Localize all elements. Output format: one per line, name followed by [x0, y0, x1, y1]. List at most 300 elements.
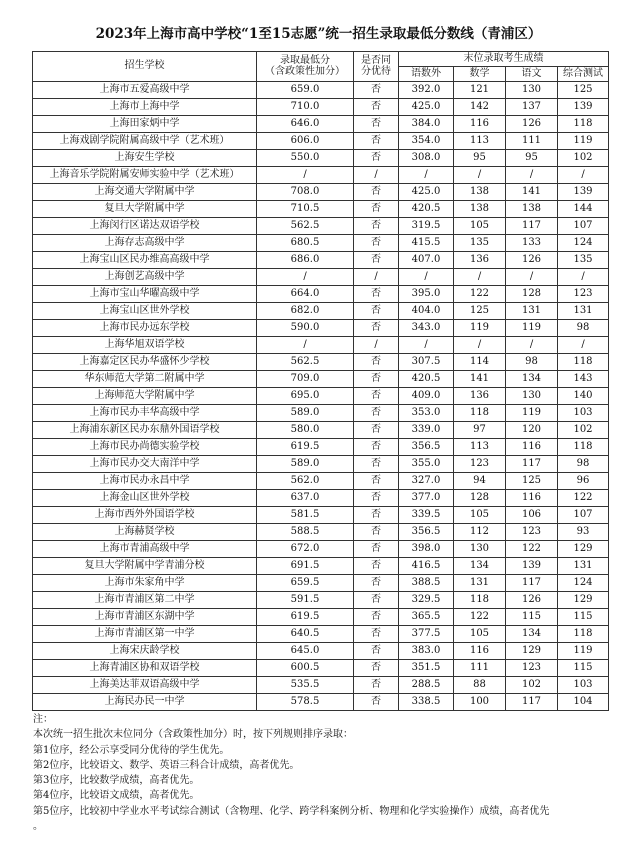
chinese-score-cell: 130: [506, 82, 558, 99]
school-cell: 上海戏剧学院附属高级中学（艺术班）: [33, 133, 257, 150]
min-score-cell: 691.5: [257, 558, 354, 575]
table-row: [33, 82, 609, 99]
school-cell: 上海华旭双语学校: [33, 337, 257, 354]
note-line: 第5位序，比较初中学业水平考试综合测试（含物理、化学、跨学科案例分析、物理和化学实验操作）成绩，高者优先: [33, 805, 550, 817]
priority-cell: 否: [354, 439, 399, 456]
ysw-score-cell: 392.0: [399, 82, 454, 99]
table-row: [33, 218, 609, 235]
table-row: [33, 99, 609, 116]
chinese-score-cell: 117: [506, 575, 558, 592]
priority-cell: 否: [354, 558, 399, 575]
table-row: [33, 626, 609, 643]
chinese-score-cell: 137: [506, 99, 558, 116]
chinese-score-cell: 117: [506, 694, 558, 711]
min-score-cell: 664.0: [257, 286, 354, 303]
table-row: [33, 150, 609, 167]
school-cell: 上海市民办交大南洋中学: [33, 456, 257, 473]
school-cell: 上海青浦区协和双语学校: [33, 660, 257, 677]
table-row: [33, 456, 609, 473]
chinese-score-cell: 117: [506, 218, 558, 235]
note-line: 第1位序，经公示享受同分优待的学生优先。: [33, 744, 230, 756]
table-row: [33, 252, 609, 269]
header-last-admitted: 末位录取考生成绩: [399, 52, 609, 67]
min-score-cell: 600.5: [257, 660, 354, 677]
min-score-cell: 686.0: [257, 252, 354, 269]
min-score-cell: 637.0: [257, 490, 354, 507]
math-score-cell: 138: [454, 184, 506, 201]
chinese-score-cell: 133: [506, 235, 558, 252]
table-row: [33, 473, 609, 490]
table-row: [33, 507, 609, 524]
note-line: 第2位序，比较语文、数学、英语三科合计成绩，高者优先。: [33, 759, 300, 771]
chinese-score-cell: /: [506, 337, 558, 354]
priority-cell: 否: [354, 320, 399, 337]
comprehensive-score-cell: 102: [558, 422, 609, 439]
table-row: [33, 439, 609, 456]
chinese-score-cell: 102: [506, 677, 558, 694]
school-cell: 上海音乐学院附属安师实验中学（艺术班）: [33, 167, 257, 184]
priority-cell: /: [354, 167, 399, 184]
math-score-cell: 128: [454, 490, 506, 507]
priority-cell: 否: [354, 133, 399, 150]
table-row: [33, 371, 609, 388]
math-score-cell: 131: [454, 575, 506, 592]
min-score-cell: 659.5: [257, 575, 354, 592]
comprehensive-score-cell: 139: [558, 184, 609, 201]
chinese-score-cell: 98: [506, 354, 558, 371]
school-cell: 上海市民办尚德实验学校: [33, 439, 257, 456]
min-score-cell: 710.0: [257, 99, 354, 116]
comprehensive-score-cell: 124: [558, 235, 609, 252]
school-cell: 上海田家炳中学: [33, 116, 257, 133]
ysw-score-cell: 339.0: [399, 422, 454, 439]
school-cell: 上海市青浦区第二中学: [33, 592, 257, 609]
ysw-score-cell: 404.0: [399, 303, 454, 320]
min-score-cell: 710.5: [257, 201, 354, 218]
ysw-score-cell: 383.0: [399, 643, 454, 660]
school-cell: 上海市民办丰华高级中学: [33, 405, 257, 422]
chinese-score-cell: 123: [506, 524, 558, 541]
math-score-cell: 119: [454, 320, 506, 337]
min-score-cell: 580.0: [257, 422, 354, 439]
table-row: [33, 694, 609, 711]
chinese-score-cell: 129: [506, 643, 558, 660]
table-row: [33, 643, 609, 660]
table-row: [33, 269, 609, 286]
math-score-cell: 138: [454, 201, 506, 218]
table-row: [33, 422, 609, 439]
school-cell: 华东师范大学第二附属中学: [33, 371, 257, 388]
math-score-cell: /: [454, 167, 506, 184]
chinese-score-cell: 116: [506, 490, 558, 507]
min-score-cell: 589.0: [257, 405, 354, 422]
priority-cell: 否: [354, 354, 399, 371]
school-cell: 上海市民办远东学校: [33, 320, 257, 337]
min-score-cell: 562.0: [257, 473, 354, 490]
ysw-score-cell: 395.0: [399, 286, 454, 303]
comprehensive-score-cell: 129: [558, 541, 609, 558]
priority-cell: 否: [354, 609, 399, 626]
comprehensive-score-cell: 107: [558, 507, 609, 524]
chinese-score-cell: 117: [506, 456, 558, 473]
chinese-score-cell: 126: [506, 592, 558, 609]
math-score-cell: 100: [454, 694, 506, 711]
ysw-score-cell: /: [399, 167, 454, 184]
comprehensive-score-cell: 135: [558, 252, 609, 269]
ysw-score-cell: 407.0: [399, 252, 454, 269]
comprehensive-score-cell: 122: [558, 490, 609, 507]
priority-cell: 否: [354, 541, 399, 558]
ysw-score-cell: 416.5: [399, 558, 454, 575]
chinese-score-cell: /: [506, 167, 558, 184]
math-score-cell: 130: [454, 541, 506, 558]
priority-cell: 否: [354, 371, 399, 388]
comprehensive-score-cell: /: [558, 337, 609, 354]
chinese-score-cell: 115: [506, 609, 558, 626]
header-math: 数学: [454, 67, 506, 82]
school-cell: 上海美达菲双语高级中学: [33, 677, 257, 694]
comprehensive-score-cell: 118: [558, 439, 609, 456]
table-row: [33, 320, 609, 337]
min-score-cell: 709.0: [257, 371, 354, 388]
ysw-score-cell: 384.0: [399, 116, 454, 133]
min-score-cell: 578.5: [257, 694, 354, 711]
math-score-cell: 105: [454, 507, 506, 524]
chinese-score-cell: 141: [506, 184, 558, 201]
table-row: [33, 524, 609, 541]
header-ysw: 语数外: [399, 67, 454, 82]
priority-cell: 否: [354, 184, 399, 201]
note-line: 第4位序，比较语文成绩，高者优先。: [33, 790, 200, 802]
min-score-cell: 646.0: [257, 116, 354, 133]
priority-cell: 否: [354, 592, 399, 609]
comprehensive-score-cell: 96: [558, 473, 609, 490]
comprehensive-score-cell: 119: [558, 133, 609, 150]
school-cell: 上海市五爱高级中学: [33, 82, 257, 99]
priority-cell: 否: [354, 99, 399, 116]
comprehensive-score-cell: 102: [558, 150, 609, 167]
table-row: [33, 184, 609, 201]
math-score-cell: 118: [454, 592, 506, 609]
comprehensive-score-cell: 131: [558, 558, 609, 575]
math-score-cell: 123: [454, 456, 506, 473]
math-score-cell: 116: [454, 116, 506, 133]
school-cell: 上海闵行区诺达双语学校: [33, 218, 257, 235]
comprehensive-score-cell: /: [558, 269, 609, 286]
priority-cell: 否: [354, 660, 399, 677]
priority-cell: 否: [354, 150, 399, 167]
comprehensive-score-cell: 103: [558, 405, 609, 422]
math-score-cell: 105: [454, 626, 506, 643]
comprehensive-score-cell: 104: [558, 694, 609, 711]
priority-cell: 否: [354, 575, 399, 592]
min-score-cell: 562.5: [257, 218, 354, 235]
table-row: [33, 337, 609, 354]
ysw-score-cell: 327.0: [399, 473, 454, 490]
math-score-cell: 136: [454, 388, 506, 405]
chinese-score-cell: /: [506, 269, 558, 286]
chinese-score-cell: 128: [506, 286, 558, 303]
min-score-cell: 550.0: [257, 150, 354, 167]
min-score-cell: 589.0: [257, 456, 354, 473]
math-score-cell: 114: [454, 354, 506, 371]
math-score-cell: 105: [454, 218, 506, 235]
comprehensive-score-cell: 118: [558, 354, 609, 371]
header-min-score-line1: 录取最低分: [280, 55, 330, 66]
comprehensive-score-cell: 118: [558, 626, 609, 643]
math-score-cell: /: [454, 337, 506, 354]
priority-cell: 否: [354, 643, 399, 660]
school-cell: 上海创艺高级中学: [33, 269, 257, 286]
priority-cell: 否: [354, 473, 399, 490]
chinese-score-cell: 119: [506, 405, 558, 422]
min-score-cell: 591.5: [257, 592, 354, 609]
table-row: [33, 609, 609, 626]
ysw-score-cell: 338.5: [399, 694, 454, 711]
school-cell: 上海金山区世外学校: [33, 490, 257, 507]
school-cell: 上海市青浦高级中学: [33, 541, 257, 558]
comprehensive-score-cell: 144: [558, 201, 609, 218]
comprehensive-score-cell: 115: [558, 660, 609, 677]
priority-cell: 否: [354, 626, 399, 643]
ysw-score-cell: 398.0: [399, 541, 454, 558]
note-line: 第3位序，比较数学成绩，高者优先。: [33, 775, 200, 787]
school-cell: 复旦大学附属中学青浦分校: [33, 558, 257, 575]
ysw-score-cell: 329.5: [399, 592, 454, 609]
comprehensive-score-cell: 93: [558, 524, 609, 541]
table-row: [33, 133, 609, 150]
comprehensive-score-cell: 124: [558, 575, 609, 592]
comprehensive-score-cell: 129: [558, 592, 609, 609]
table-row: [33, 235, 609, 252]
comprehensive-score-cell: 131: [558, 303, 609, 320]
ysw-score-cell: 354.0: [399, 133, 454, 150]
school-cell: 上海市上海中学: [33, 99, 257, 116]
header-priority-line1: 是否同: [361, 55, 391, 66]
ysw-score-cell: /: [399, 269, 454, 286]
table-row: [33, 167, 609, 184]
school-cell: 上海市宝山华曜高级中学: [33, 286, 257, 303]
school-cell: 上海市青浦区东湖中学: [33, 609, 257, 626]
min-score-cell: 682.0: [257, 303, 354, 320]
math-score-cell: 122: [454, 609, 506, 626]
priority-cell: 否: [354, 201, 399, 218]
math-score-cell: 135: [454, 235, 506, 252]
priority-cell: 否: [354, 303, 399, 320]
school-cell: 上海市青浦区第一中学: [33, 626, 257, 643]
math-score-cell: 88: [454, 677, 506, 694]
table-row: [33, 677, 609, 694]
chinese-score-cell: 126: [506, 252, 558, 269]
ysw-score-cell: 420.5: [399, 371, 454, 388]
math-score-cell: 113: [454, 439, 506, 456]
chinese-score-cell: 120: [506, 422, 558, 439]
priority-cell: 否: [354, 286, 399, 303]
school-cell: 上海浦东新区民办东鼎外国语学校: [33, 422, 257, 439]
notes-heading: 注：: [33, 714, 53, 725]
comprehensive-score-cell: 98: [558, 320, 609, 337]
chinese-score-cell: 130: [506, 388, 558, 405]
chinese-score-cell: 134: [506, 371, 558, 388]
priority-cell: /: [354, 337, 399, 354]
document-title: 2023年上海市高中学校“1至15志愿”统一招生录取最低分数线（青浦区）: [95, 26, 542, 42]
priority-cell: 否: [354, 490, 399, 507]
school-cell: 上海宝山区民办维高高级中学: [33, 252, 257, 269]
table-row: [33, 116, 609, 133]
school-cell: 上海民办民一中学: [33, 694, 257, 711]
comprehensive-score-cell: 98: [558, 456, 609, 473]
ysw-score-cell: 353.0: [399, 405, 454, 422]
header-priority: [354, 52, 399, 82]
ysw-score-cell: 365.5: [399, 609, 454, 626]
min-score-cell: 680.5: [257, 235, 354, 252]
school-cell: 上海存志高级中学: [33, 235, 257, 252]
min-score-cell: 606.0: [257, 133, 354, 150]
comprehensive-score-cell: 139: [558, 99, 609, 116]
header-school: 招生学校: [33, 52, 257, 82]
chinese-score-cell: 111: [506, 133, 558, 150]
chinese-score-cell: 123: [506, 660, 558, 677]
priority-cell: 否: [354, 116, 399, 133]
min-score-cell: /: [257, 167, 354, 184]
ysw-score-cell: 319.5: [399, 218, 454, 235]
ysw-score-cell: 308.0: [399, 150, 454, 167]
min-score-cell: /: [257, 337, 354, 354]
min-score-cell: 672.0: [257, 541, 354, 558]
comprehensive-score-cell: 143: [558, 371, 609, 388]
comprehensive-score-cell: /: [558, 167, 609, 184]
ysw-score-cell: 425.0: [399, 99, 454, 116]
ysw-score-cell: 388.5: [399, 575, 454, 592]
school-cell: 上海宝山区世外学校: [33, 303, 257, 320]
table-body: [33, 82, 609, 711]
table-row: [33, 541, 609, 558]
note-line: 本次统一招生批次末位同分（含政策性加分）时，按下列规则排序录取：: [33, 729, 353, 741]
school-cell: 上海嘉定区民办华盛怀少学校: [33, 354, 257, 371]
priority-cell: 否: [354, 694, 399, 711]
school-cell: 复旦大学附属中学: [33, 201, 257, 218]
comprehensive-score-cell: 118: [558, 116, 609, 133]
table-row: [33, 558, 609, 575]
comprehensive-score-cell: 119: [558, 643, 609, 660]
min-score-cell: 619.5: [257, 439, 354, 456]
ysw-score-cell: 351.5: [399, 660, 454, 677]
min-score-cell: 590.0: [257, 320, 354, 337]
priority-cell: 否: [354, 524, 399, 541]
priority-cell: 否: [354, 218, 399, 235]
math-score-cell: 113: [454, 133, 506, 150]
math-score-cell: 142: [454, 99, 506, 116]
note-line: 。: [33, 821, 43, 833]
admission-score-table: [32, 51, 609, 711]
chinese-score-cell: 119: [506, 320, 558, 337]
comprehensive-score-cell: 115: [558, 609, 609, 626]
ysw-score-cell: 288.5: [399, 677, 454, 694]
chinese-score-cell: 139: [506, 558, 558, 575]
ysw-score-cell: 356.5: [399, 439, 454, 456]
table-row: [33, 354, 609, 371]
header-chinese: 语文: [506, 67, 558, 82]
min-score-cell: 695.0: [257, 388, 354, 405]
comprehensive-score-cell: 123: [558, 286, 609, 303]
math-score-cell: /: [454, 269, 506, 286]
math-score-cell: 112: [454, 524, 506, 541]
header-min-score-line2: （含政策性加分）: [265, 65, 345, 77]
chinese-score-cell: 106: [506, 507, 558, 524]
chinese-score-cell: 138: [506, 201, 558, 218]
ysw-score-cell: 425.0: [399, 184, 454, 201]
min-score-cell: /: [257, 269, 354, 286]
chinese-score-cell: 125: [506, 473, 558, 490]
chinese-score-cell: 131: [506, 303, 558, 320]
chinese-score-cell: 122: [506, 541, 558, 558]
comprehensive-score-cell: 107: [558, 218, 609, 235]
min-score-cell: 581.5: [257, 507, 354, 524]
priority-cell: 否: [354, 456, 399, 473]
min-score-cell: 588.5: [257, 524, 354, 541]
school-cell: 上海赫贤学校: [33, 524, 257, 541]
min-score-cell: 645.0: [257, 643, 354, 660]
notes-section: [33, 712, 633, 834]
math-score-cell: 118: [454, 405, 506, 422]
header-comprehensive: 综合测试: [558, 67, 609, 82]
table-row: [33, 490, 609, 507]
priority-cell: 否: [354, 252, 399, 269]
table-row: [33, 388, 609, 405]
math-score-cell: 94: [454, 473, 506, 490]
math-score-cell: 95: [454, 150, 506, 167]
table-row: [33, 405, 609, 422]
ysw-score-cell: 356.5: [399, 524, 454, 541]
math-score-cell: 136: [454, 252, 506, 269]
math-score-cell: 122: [454, 286, 506, 303]
table-row: [33, 286, 609, 303]
priority-cell: 否: [354, 82, 399, 99]
table-row: [33, 201, 609, 218]
priority-cell: 否: [354, 422, 399, 439]
header-min-score: [257, 52, 354, 82]
min-score-cell: 659.0: [257, 82, 354, 99]
math-score-cell: 97: [454, 422, 506, 439]
table-row: [33, 303, 609, 320]
school-cell: 上海市朱家角中学: [33, 575, 257, 592]
school-cell: 上海交通大学附属中学: [33, 184, 257, 201]
school-cell: 上海市民办永昌中学: [33, 473, 257, 490]
math-score-cell: 121: [454, 82, 506, 99]
math-score-cell: 111: [454, 660, 506, 677]
chinese-score-cell: 126: [506, 116, 558, 133]
min-score-cell: 535.5: [257, 677, 354, 694]
school-cell: 上海宋庆龄学校: [33, 643, 257, 660]
header-priority-line2: 分优待: [361, 65, 391, 77]
comprehensive-score-cell: 140: [558, 388, 609, 405]
table-row: [33, 592, 609, 609]
min-score-cell: 619.5: [257, 609, 354, 626]
min-score-cell: 640.5: [257, 626, 354, 643]
ysw-score-cell: 415.5: [399, 235, 454, 252]
min-score-cell: 562.5: [257, 354, 354, 371]
priority-cell: 否: [354, 388, 399, 405]
ysw-score-cell: 377.5: [399, 626, 454, 643]
priority-cell: 否: [354, 507, 399, 524]
ysw-score-cell: 409.0: [399, 388, 454, 405]
table-row: [33, 660, 609, 677]
ysw-score-cell: 420.5: [399, 201, 454, 218]
comprehensive-score-cell: 125: [558, 82, 609, 99]
school-cell: 上海师范大学附属中学: [33, 388, 257, 405]
math-score-cell: 125: [454, 303, 506, 320]
priority-cell: 否: [354, 677, 399, 694]
